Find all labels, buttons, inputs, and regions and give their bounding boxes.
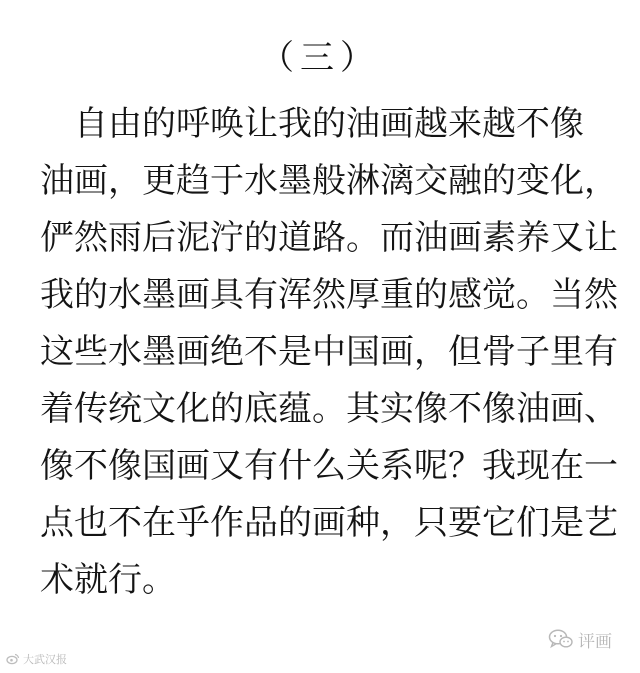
watermark-wechat: [548, 626, 612, 652]
text-line: 自由的呼唤让我的油画越来越不像: [40, 104, 584, 144]
watermark-left-text: 大武汉报: [23, 653, 67, 666]
weibo-icon: [6, 652, 20, 666]
section-heading: （三）: [260, 38, 380, 78]
text-line: 着传统文化的底蕴。其实像不像油画、: [40, 389, 618, 429]
text-line: 油画，更趋于水墨般淋漓交融的变化，: [40, 161, 618, 201]
text-line: 术就行。: [40, 560, 176, 600]
text-line: 这些水墨画绝不是中国画，但骨子里有: [40, 332, 618, 372]
text-line: 俨然雨后泥泞的道路。而油画素养又让: [40, 218, 618, 258]
wechat-icon: [548, 628, 574, 650]
text-line: 像不像国画又有什么关系呢？我现在一: [40, 446, 618, 486]
watermark-right-text: 评画: [578, 631, 612, 652]
watermark-weibo: [6, 650, 67, 668]
text-line: 我的水墨画具有浑然厚重的感觉。当然: [40, 275, 618, 315]
text-line: 点也不在乎作品的画种，只要它们是艺: [40, 503, 618, 543]
